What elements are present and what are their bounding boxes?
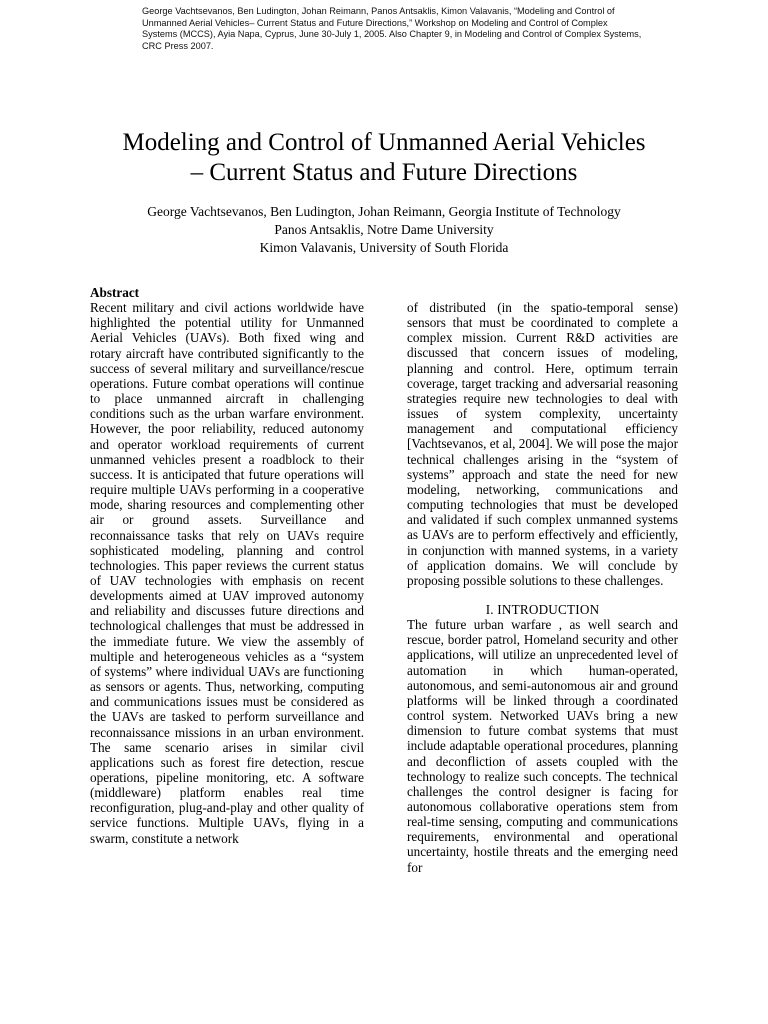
author-line-1: George Vachtsevanos, Ben Ludington, Johan Reimann, Georgia Institute of Technology: [147, 204, 621, 219]
citation-header: George Vachtsevanos, Ben Ludington, Johan Reimann, Panos Antsaklis, Kimon Valavanis, “Modeling and Control of Unmanned Aerial Vehicles– Current Status and Future Directions,” Workshop on Modeling and Control of Complex Systems (MCCS), Ayia Napa, Cyprus, June 30-July 1, 2005. Also Chapter 9, in Modeling and Control of Complex Systems, CRC Press 2007.: [142, 6, 642, 51]
abstract-heading: Abstract: [90, 285, 140, 300]
abstract-text-right: of distributed (in the spatio-temporal sense) sensors that must be coordinated to complete a complex mission. Current R&D activities are discussed that concern issues of modeling, planning and control. Here, optimum terrain coverage, target tracking and adversarial reasoning strategies require new technologies to deal with issues of system complexity, uncertainty management and computational efficiency [Vachtsevanos, et al, 2004]. We will pose the major technical challenges arising in the “system of systems” approach and state the need for new modeling, networking, communications and computing technologies that must be developed and validated if such complex unmanned systems as UAVs are to perform effectively and efficiently, in conjunction with manned systems, in a variety of application domains. We will conclude by proposing possible solutions to these challenges.: [407, 300, 678, 588]
author-list: [40, 203, 728, 257]
paper-title-line-1: Modeling and Control of Unmanned Aerial Vehicles: [122, 129, 646, 156]
abstract-text-left: Recent military and civil actions worldwide have highlighted the potential utility for Unmanned Aerial Vehicles (UAVs). Both fixed wing and rotary aircraft have contributed significantly to the success of several military and surveillance/rescue operations. Future combat operations will continue to place unmanned aircraft in challenging conditions such as the urban warfare environment. However, the poor reliability, reduced autonomy and operator workload requirements of current unmanned vehicles present a roadblock to their success. It is anticipated that future operations will require multiple UAVs performing in a cooperative mode, sharing resources and complementing other air or ground assets. Surveillance and reconnaissance tasks that rely on UAVs require sophisticated modeling, planning and control technologies. This paper reviews the current status of UAV technologies with emphasis on recent developments aimed at UAV improved autonomy and reliability and discusses future directions and technological challenges that must be addressed in the immediate future. We view the assembly of multiple and heterogeneous vehicles as a “system of systems” where individual UAVs are functioning as sensors or agents. Thus, networking, computing and communications issues must be considered as the UAVs are tasked to perform surveillance and reconnaissance missions in an urban environment. The same scenario arises in similar civil applications such as forest fire detection, rescue operations, pipeline monitoring, etc. A software (middleware) platform enables real time reconfiguration, plug-and-play and other quality of service functions. Multiple UAVs, flying in a swarm, constitute a network: [90, 300, 364, 846]
right-column: [407, 300, 678, 875]
left-column: [90, 285, 364, 846]
paper-title: [40, 128, 728, 188]
paper-title-line-2: – Current Status and Future Directions: [190, 159, 578, 186]
author-line-3: Kimon Valavanis, University of South Florida: [259, 240, 509, 255]
introduction-heading: I. INTRODUCTION: [485, 601, 600, 617]
author-line-2: Panos Antsaklis, Notre Dame University: [274, 222, 494, 237]
introduction-text: The future urban warfare , as well search and rescue, border patrol, Homeland security and other applications, will utilize an unprecedented level of automation in which human-operated, autonomous, and semi-autonomous air and ground platforms will be linked through a coordinated control system. Networked UAVs bring a new dimension to future combat systems that must include adaptable operational procedures, planning and deconfliction of assets coupled with the technology to realize such concepts. The technical challenges the control designer is facing for autonomous collaborative operations stem from real-time sensing, computing and communications requirements, environmental and operational uncertainty, hostile threats and the emerging need for: [407, 617, 678, 875]
